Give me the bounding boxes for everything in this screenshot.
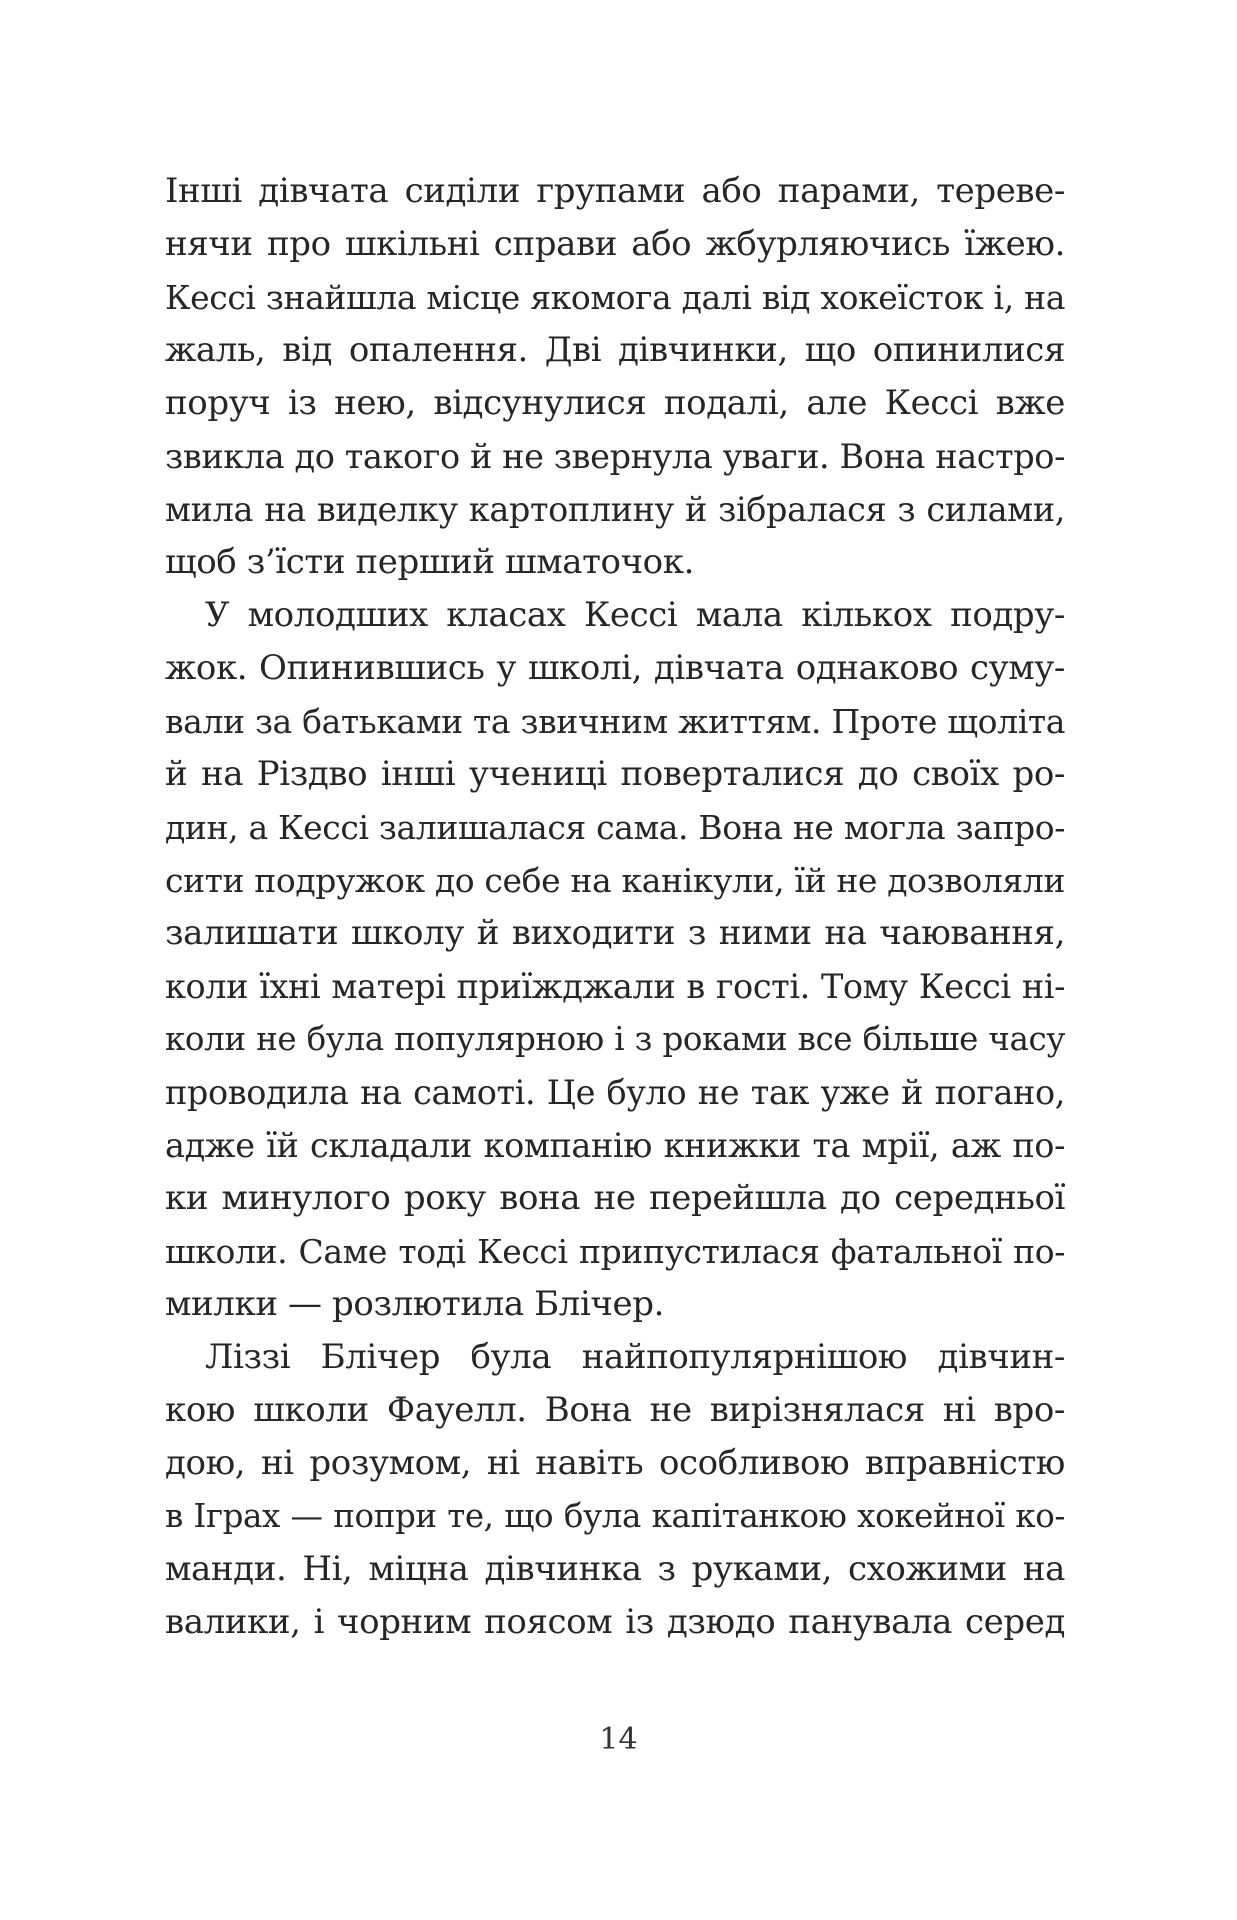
text-line: щоб з’їсти перший шматочок. (165, 542, 694, 582)
text-line: мила на виделку картоплину й зібралася з силами, (165, 490, 1065, 529)
text-line: Інші дівчата сиділи групами або парами, терeве- (165, 171, 1065, 211)
page-number: 14 (599, 1722, 638, 1757)
text-line: коли не була популярною і з роками все більше часу (165, 1020, 1065, 1058)
text-line: й на Різдво інші учениці поверталися до своїх ро- (165, 754, 1065, 794)
text-line: валики, і чорним поясом із дзюдо панувала серед (165, 1602, 1065, 1642)
text-line: манди. Ні, міцна дівчинка з руками, схожими на (165, 1549, 1065, 1589)
text-line: ки минулого року вона не перейшла до середньої (165, 1178, 1065, 1218)
text-line: кою школи Фауелл. Вона не вирізнялася ні вро- (165, 1390, 1065, 1430)
text-line: нячи про шкільні справи або жбурляючись їжею. (165, 224, 1065, 264)
text-line: в Іграх — попри те, що була капітанкою хокейної ко- (165, 1497, 1065, 1535)
text-line: школи. Саме тоді Кессі припустилася фатальної по- (165, 1232, 1065, 1271)
text-line: вали за батьками та звичним життям. Проте щоліта (165, 702, 1065, 741)
text-line: поруч із нею, відсунулися подалі, але Кессі вже (165, 383, 1065, 423)
text-line: звикла до такого й не звернула уваги. Вона настро- (165, 437, 1065, 476)
text-line-indent: Ліззі Блічер була найпопулярнішою дівчин- (205, 1337, 1065, 1377)
text-line: дою, ні розумом, ні навіть особливою вправністю (165, 1443, 1065, 1483)
text-line: проводила на самоті. Це було не так уже й погано, (165, 1073, 1065, 1112)
body-text (165, 165, 1065, 1649)
text-line: адже їй складали компанію книжки та мрії, аж по- (165, 1126, 1065, 1165)
text-line: Кессі знайшла місце якомога далі від хокеїсток і, на (165, 278, 1065, 317)
text-line-indent: У молодших класах Кессі мала кількох подру- (205, 595, 1065, 635)
text-line: милки — розлютила Блічер. (165, 1284, 664, 1324)
text-line: жаль, від опалення. Дві дівчинки, що опинилися (165, 330, 1065, 370)
text-line: жок. Опинившись у школі, дівчата однаково суму- (165, 648, 1065, 688)
text-line: коли їхні матері приїжджали в гості. Тому Кессі ні- (165, 967, 1065, 1006)
text-line: сити подружок до себе на канікули, їй не дозволяли (165, 861, 1065, 900)
text-line: залишати школу й виходити з ними на чаювання, (165, 913, 1065, 953)
text-line: дин, а Кессі залишалася сама. Вона не могла запро- (165, 808, 1065, 847)
